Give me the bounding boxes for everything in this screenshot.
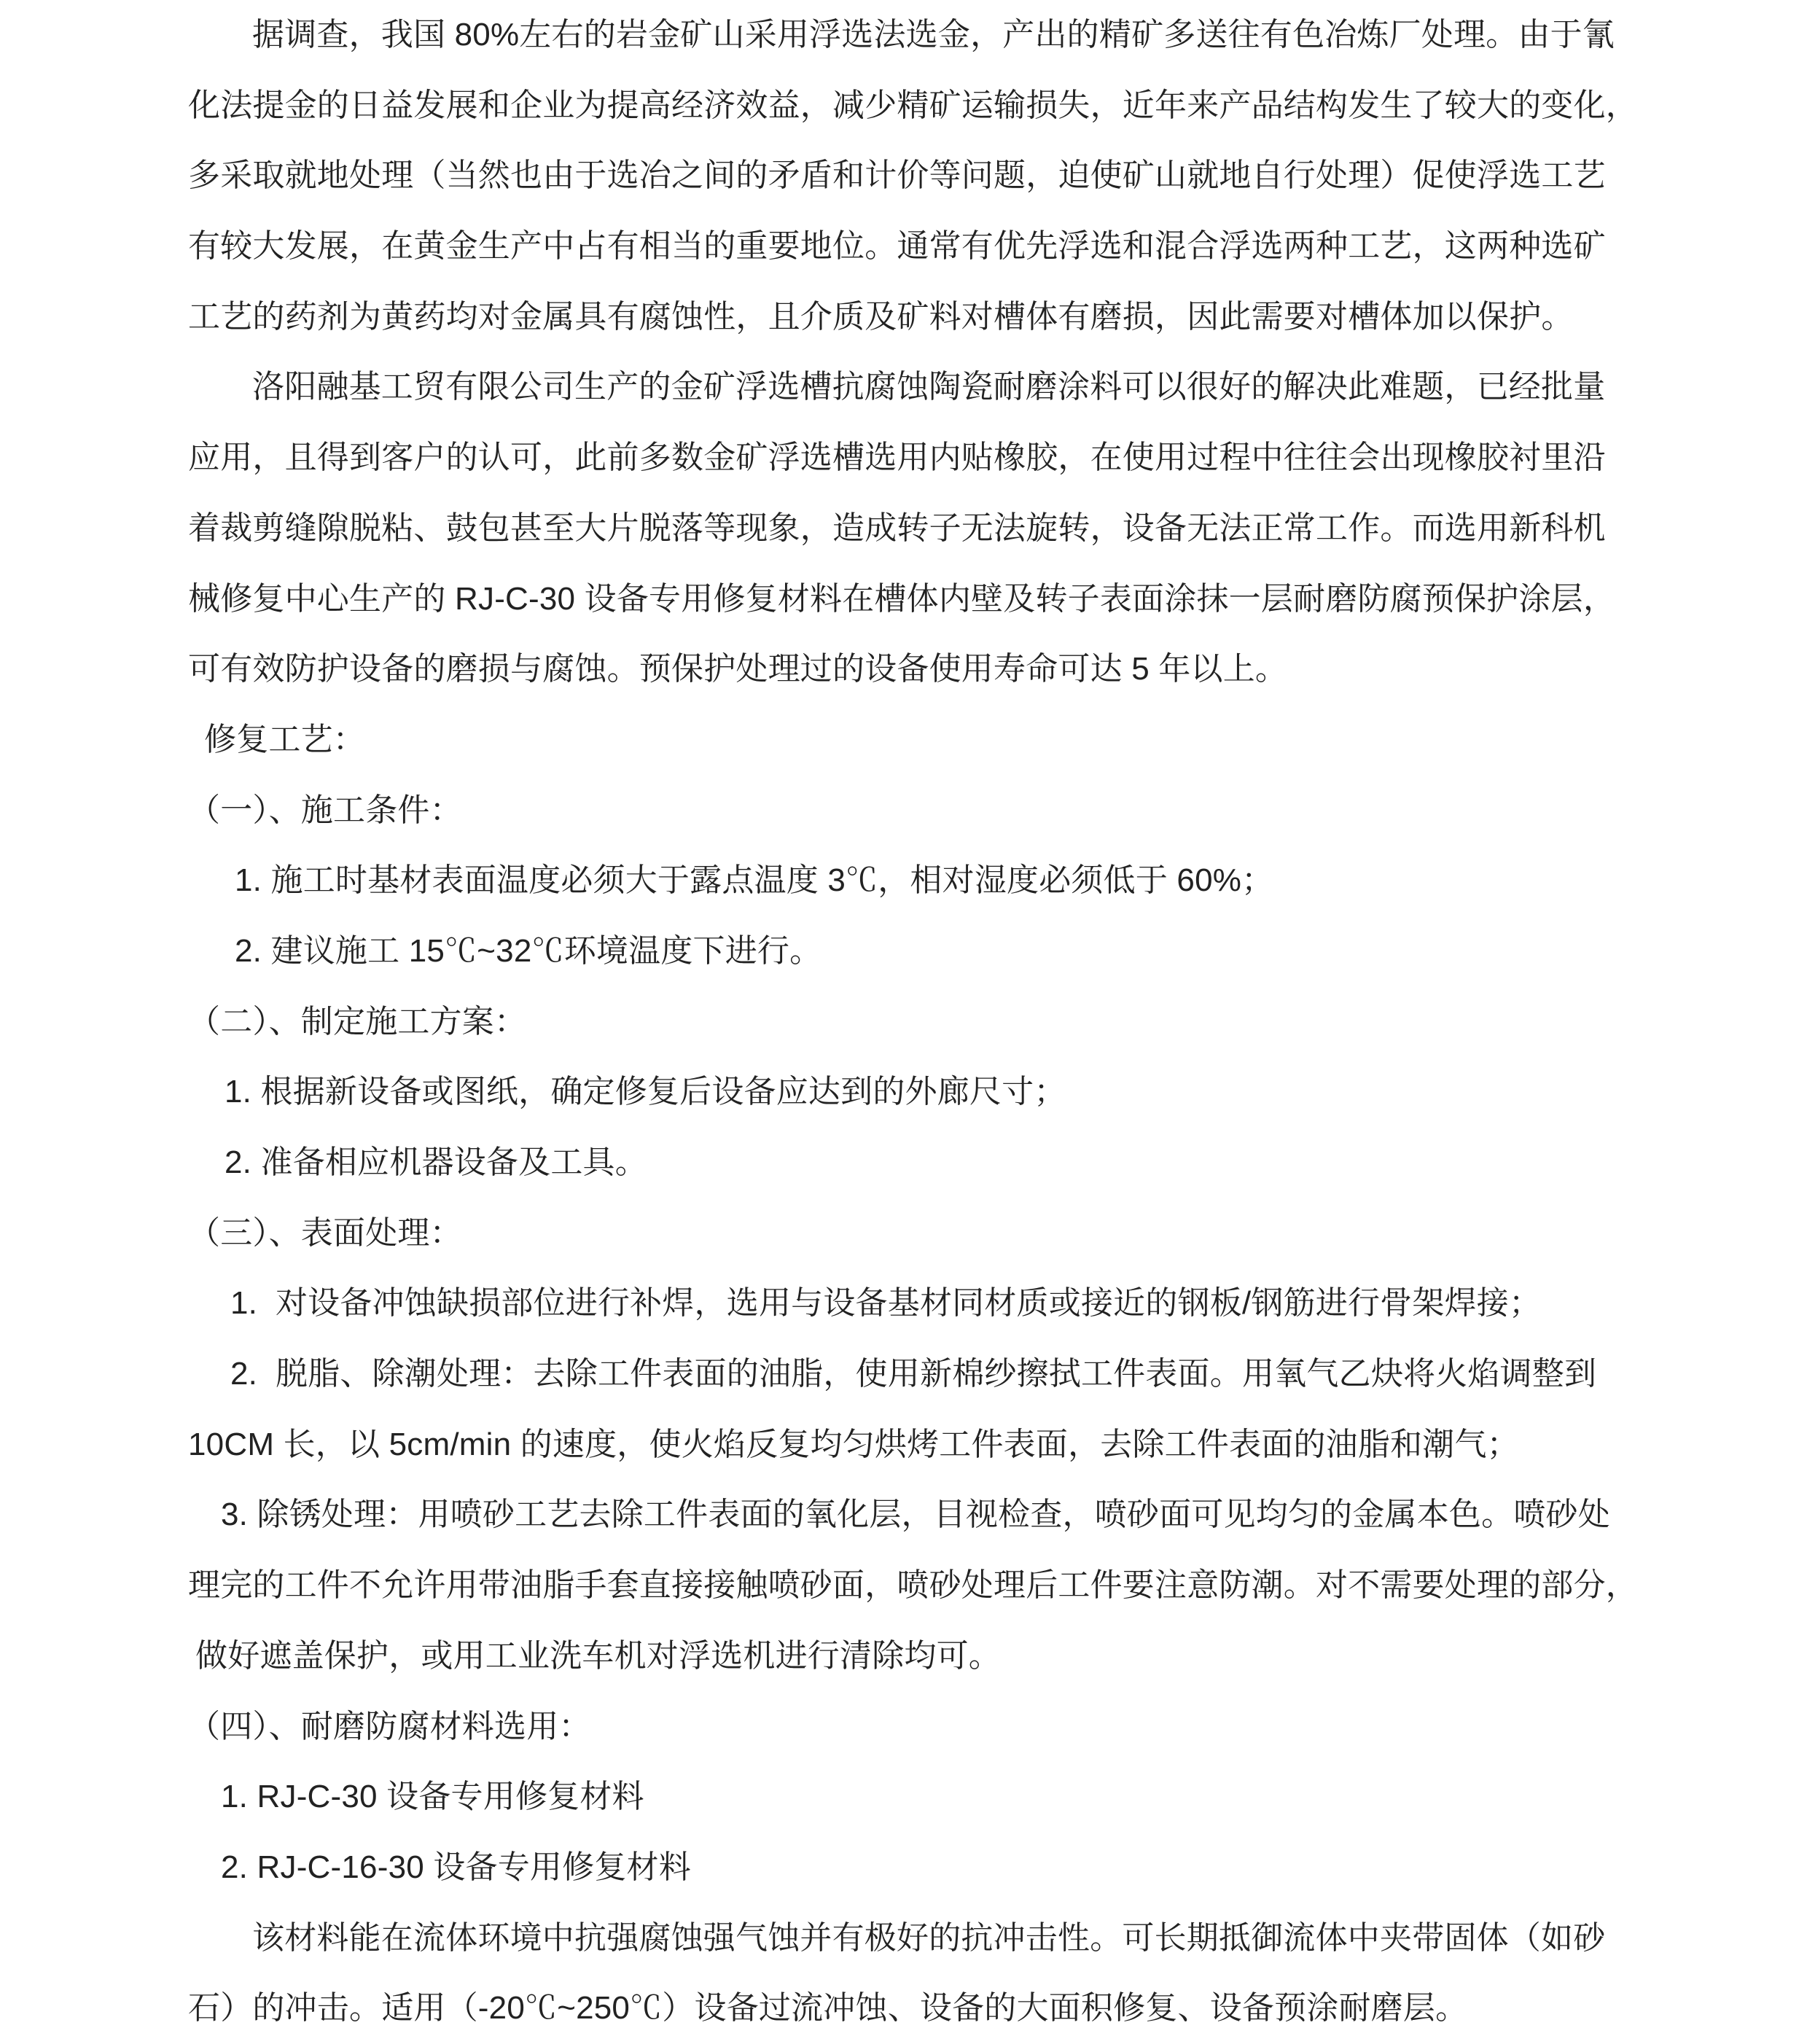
text-line: 洛阳融基工贸有限公司生产的金矿浮选槽抗腐蚀陶瓷耐磨涂料可以很好的解决此难题，已经批量 [252,369,1606,405]
text-line: 石）的冲击。适用（-20℃~250℃）设备过流冲蚀、设备的大面积修复、设备预涂耐磨层。 [188,1990,1468,2027]
text-line: 理完的工件不允许用带油脂手套直接接触喷砂面，喷砂处理后工件要注意防潮。对不需要处理的部分， [188,1567,1638,1604]
text-line: 工艺的药剂为黄药均对金属具有腐蚀性，且介质及矿料对槽体有磨损，因此需要对槽体加以保护。 [188,298,1574,335]
list-item: 2. RJ-C-16-30 设备专用修复材料 [221,1849,691,1885]
section-heading: 修复工艺： [204,721,365,757]
list-item: 1. 施工时基材表面温度必须大于露点温度 3℃，相对湿度必须低于 60%； [235,862,1274,899]
list-item: 1. RJ-C-30 设备专用修复材料 [221,1779,644,1815]
section-heading: （二）、制定施工方案： [188,1003,527,1039]
section-heading: （四）、耐磨防腐材料选用： [188,1708,591,1744]
list-item: 2. 准备相应机器设备及工具。 [225,1144,647,1180]
text-line: 据调查，我国 80%左右的岩金矿山采用浮选法选金，产出的精矿多送往有色冶炼厂处理。由于氰 [252,17,1615,52]
section-heading: （一）、施工条件： [188,792,462,828]
list-item: 2. 脱脂、除潮处理：去除工件表面的油脂，使用新棉纱擦拭工件表面。用氧气乙炔将火焰调整到 [230,1356,1597,1392]
list-item: 2. 建议施工 15℃~32℃环境温度下进行。 [235,932,822,969]
text-line: 可有效防护设备的磨损与腐蚀。预保护处理过的设备使用寿命可达 5 年以上。 [188,651,1288,687]
text-line: 械修复中心生产的 RJ-C-30 设备专用修复材料在槽体内壁及转子表面涂抹一层耐磨防腐预保护涂层， [188,580,1616,617]
text-line: 着裁剪缝隙脱粘、鼓包甚至大片脱落等现象，造成转子无法旋转，设备无法正常工作。而选用新科机 [188,510,1606,546]
document-body [188,0,1639,2044]
list-item: 1. 根据新设备或图纸，确定修复后设备应达到的外廊尺寸； [225,1074,1066,1110]
text-line: 多采取就地处理（当然也由于选冶之间的矛盾和计价等问题，迫使矿山就地自行处理）促使浮选工艺 [188,157,1606,194]
text-line: 应用，且得到客户的认可，此前多数金矿浮选槽选用内贴橡胶，在使用过程中往往会出现橡胶衬里沿 [188,440,1606,476]
section-heading: （三）、表面处理： [188,1214,462,1251]
list-item: 1. 对设备冲蚀缺损部位进行补焊，选用与设备基材同材质或接近的钢板/钢筋进行骨架焊接； [230,1285,1542,1322]
text-line: 该材料能在流体环境中抗强腐蚀强气蚀并有极好的抗冲击性。可长期抵御流体中夹带固体（如砂 [252,1919,1606,1956]
list-item: 3. 除锈处理：用喷砂工艺去除工件表面的氧化层，目视检查，喷砂面可见均匀的金属本色。喷砂处 [221,1497,1610,1533]
text-line: 做好遮盖保护，或用工业洗车机对浮选机进行清除均可。 [195,1637,1001,1674]
text-line: 10CM 长，以 5cm/min 的速度，使火焰反复均匀烘烤工件表面，去除工件表面的油脂和潮气； [188,1426,1519,1462]
text-line: 有较大发展，在黄金生产中占有相当的重要地位。通常有优先浮选和混合浮选两种工艺，这两种选矿 [188,228,1606,265]
text-line: 化法提金的日益发展和企业为提高经济效益，减少精矿运输损失，近年来产品结构发生了较大的变化， [188,87,1638,123]
